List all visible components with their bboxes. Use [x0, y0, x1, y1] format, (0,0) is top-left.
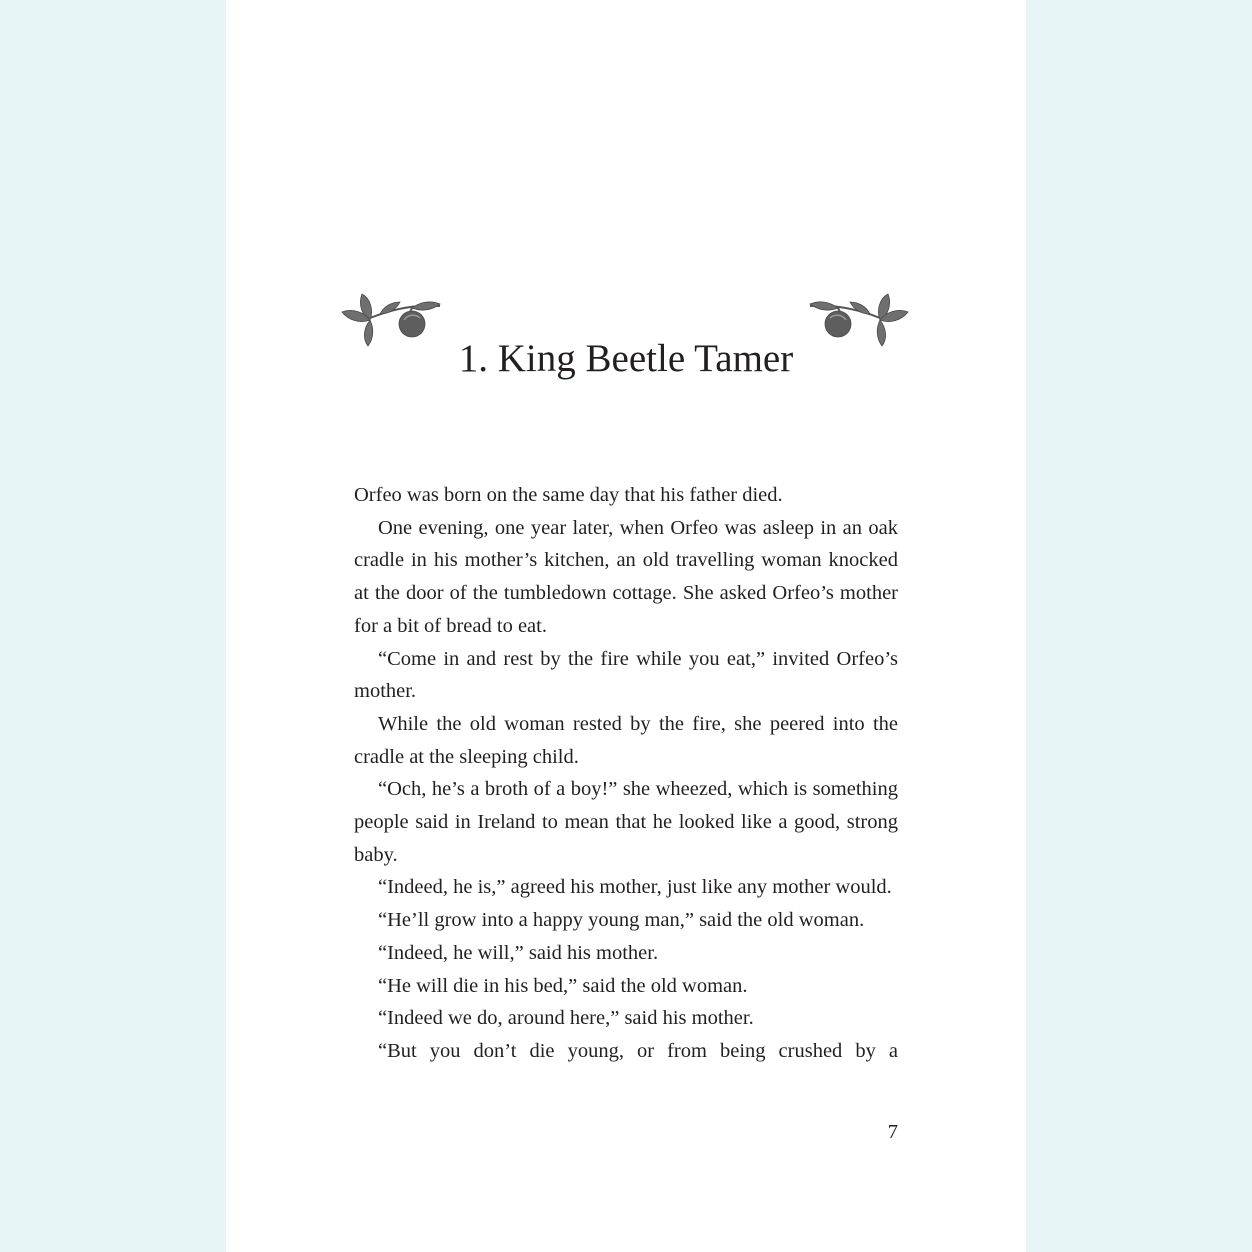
paragraph: “Och, he’s a broth of a boy!” she wheezed, which is something people said in Ireland to mean that he looked like a good, strong baby. [354, 778, 898, 866]
page-number: 7 [887, 1121, 898, 1143]
chapter-body [354, 479, 898, 1068]
book-page [226, 0, 1026, 1252]
paragraph: One evening, one year later, when Orfeo was asleep in an oak cradle in his mother’s kitchen, an old travelling woman knocked at the door of the tumbledown cottage. She asked Orfeo’s mother for a bit of bread to eat. [354, 516, 898, 637]
paragraph: While the old woman rested by the fire, she peered into the cradle at the sleeping child. [354, 712, 898, 768]
paragraph: “Indeed, he is,” agreed his mother, just like any mother would. [378, 876, 892, 899]
paragraph: Orfeo was born on the same day that his father died. [354, 484, 783, 506]
paragraph: “He’ll grow into a happy young man,” said the old woman. [378, 909, 865, 932]
paragraph: “Indeed we do, around here,” said his mother. [378, 1007, 754, 1030]
paragraph: “But you don’t die young, or from being crushed by a [378, 1039, 898, 1062]
paragraph: “Come in and rest by the fire while you eat,” invited Orfeo’s mother. [354, 647, 898, 703]
chapter-title: 1. King Beetle Tamer [458, 337, 794, 380]
paragraph: “Indeed, he will,” said his mother. [378, 941, 659, 964]
paragraph: “He will die in his bed,” said the old woman. [378, 974, 748, 997]
